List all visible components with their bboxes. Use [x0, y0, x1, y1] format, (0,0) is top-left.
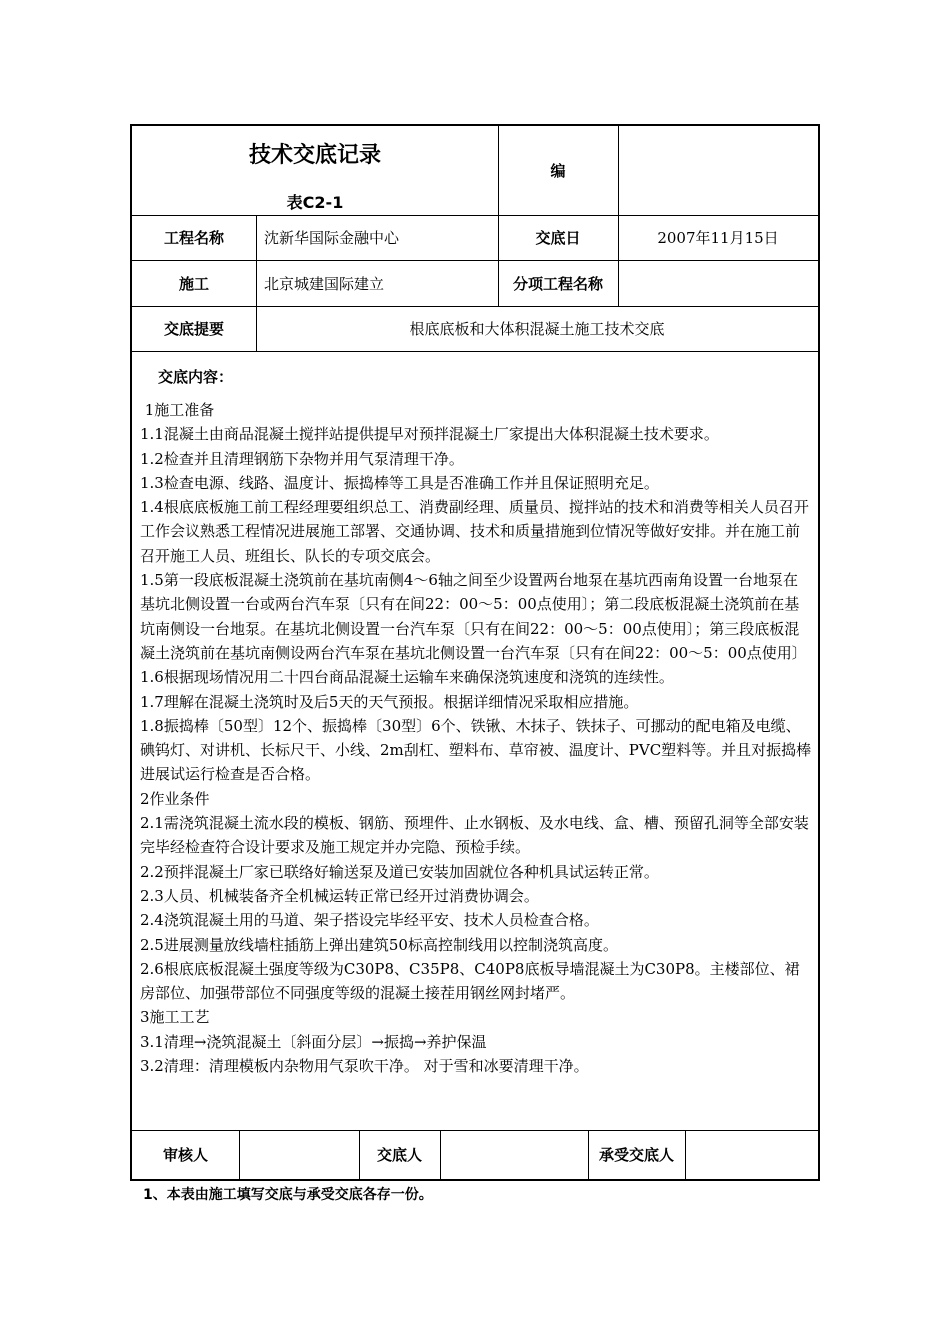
footnote: 1、本表由施工填写交底与承受交底各存一份。 [143, 1187, 433, 1203]
form-title: 技术交底记录 [248, 143, 381, 168]
content-paragraph: 2.5进展测量放线墙柱插筋上弹出建筑50标高控制线用以控制浇筑高度。 [140, 935, 618, 954]
content-heading: 交底内容： [158, 368, 234, 386]
content-paragraph: 1.7理解在混凝土浇筑时及后5天的天气预报。根据详细情况采取相应措施。 [140, 692, 639, 711]
project-name-label: 工程名称 [163, 229, 224, 247]
content-paragraph: 1施工准备 [140, 401, 215, 419]
content-paragraph: 1.5第一段底板混凝土浇筑前在基坑南侧4～6轴之间至少设置两台地泵在基坑西南角设置一台地泵在基坑北侧设置一台或两台汽车泵〔只有在间22：00～5：00点使用〕；第二段底板混凝土浇筑前在基坑南侧设一台地泵。在基坑北侧设置一台汽车泵〔只有在间22：00～5：00点使用〕；第三段底板混凝土浇筑前在基坑南侧设两台汽车泵在基坑北侧设置一台汽车泵〔只有在间22：00～5：00点使用〕 [140, 571, 807, 662]
content-paragraph: 2作业条件 [140, 789, 210, 808]
reviewer-label: 审核人 [162, 1146, 208, 1164]
summary-value[interactable]: 根底底板和大体积混凝土施工技术交底 [409, 320, 665, 338]
content-paragraph: 1.2检查并且清理钢筋下杂物并用气泵清理干净。 [140, 449, 464, 468]
technical-disclosure-form [130, 124, 820, 1181]
disclosure-date-value[interactable]: 2007年11月15日 [657, 229, 779, 247]
content-paragraph: 1.8振捣棒〔50型〕12个、振捣棒〔30型〕6个、铁锹、木抹子、铁抹子、可挪动的配电箱及电缆、碘钨灯、对讲机、长标尺干、小线、2m刮杠、塑料布、草帘被、温度计、PVC塑料等。并且对振捣棒进展试运行检查是否合格。 [140, 716, 812, 784]
content-body [140, 398, 812, 1078]
content-paragraph: 1.3检查电源、线路、温度计、振捣棒等工具是否准确工作并且保证照明充足。 [140, 473, 659, 492]
content-paragraph: 3施工工艺 [140, 1008, 210, 1027]
bian-value[interactable] [618, 126, 818, 215]
discloser-value[interactable] [440, 1130, 588, 1179]
summary-label: 交底提要 [163, 320, 224, 338]
content-paragraph: 3.1清理→浇筑混凝土〔斜面分层〕→振捣→养护保温 [140, 1032, 487, 1051]
contractor-value[interactable]: 北京城建国际建立 [264, 274, 385, 293]
content-paragraph: 2.1需浇筑混凝土流水段的模板、钢筋、预埋件、止水钢板、及水电线、盒、槽、预留孔洞等全部安装完毕经检查符合设计要求及施工规定并办完隐、预检手续。 [140, 814, 809, 857]
content-paragraph: 3.2清理：清理模板内杂物用气泵吹干净。 对于雪和冰要清理干净。 [140, 1057, 589, 1076]
content-paragraph: 1.6根据现场情况用二十四台商品混凝土运输车来确保浇筑速度和浇筑的连续性。 [140, 668, 674, 687]
subitem-name-value[interactable] [618, 260, 818, 306]
receiver-value[interactable] [685, 1130, 818, 1179]
row-divider [132, 351, 818, 352]
content-paragraph: 2.2预拌混凝土厂家已联络好输送泵及道已安装加固就位各种机具试运转正常。 [140, 862, 659, 881]
content-paragraph: 2.6根底底板混凝土强度等级为C30P8、C35P8、C40P8底板导墙混凝土为C30P8。主楼部位、裙房部位、加强带部位不同强度等级的混凝土接茬用钢丝网封堵严。 [140, 959, 800, 1003]
content-paragraph: 2.3人员、机械装备齐全机械运转正常已经开过消费协调会。 [140, 886, 539, 905]
project-name-value[interactable]: 沈新华国际金融中心 [264, 229, 400, 247]
content-paragraph: 2.4浇筑混凝土用的马道、架子搭设完毕经平安、技术人员检查合格。 [140, 911, 599, 930]
reviewer-value[interactable] [239, 1130, 359, 1179]
content-paragraph: 1.4根底底板施工前工程经理要组织总工、消费副经理、质量员、搅拌站的技术和消费等相关人员召开工作会议熟悉工程情况进展施工部署、交通协调、技术和质量措施到位情况等做好安排。并在施工前召开施工人员、班组长、队长的专项交底会。 [140, 498, 809, 565]
receiver-label: 承受交底人 [598, 1146, 674, 1164]
disclosure-date-label: 交底日 [535, 229, 581, 247]
subitem-name-label: 分项工程名称 [512, 274, 603, 293]
form-code: 表C2-1 [286, 193, 344, 212]
contractor-label: 施工 [178, 274, 209, 293]
bian-label: 编 [550, 162, 566, 180]
content-paragraph: 1.1混凝土由商品混凝土搅拌站提供提早对预拌混凝土厂家提出大体积混凝土技术要求。 [140, 425, 719, 444]
discloser-label: 交底人 [376, 1146, 422, 1164]
